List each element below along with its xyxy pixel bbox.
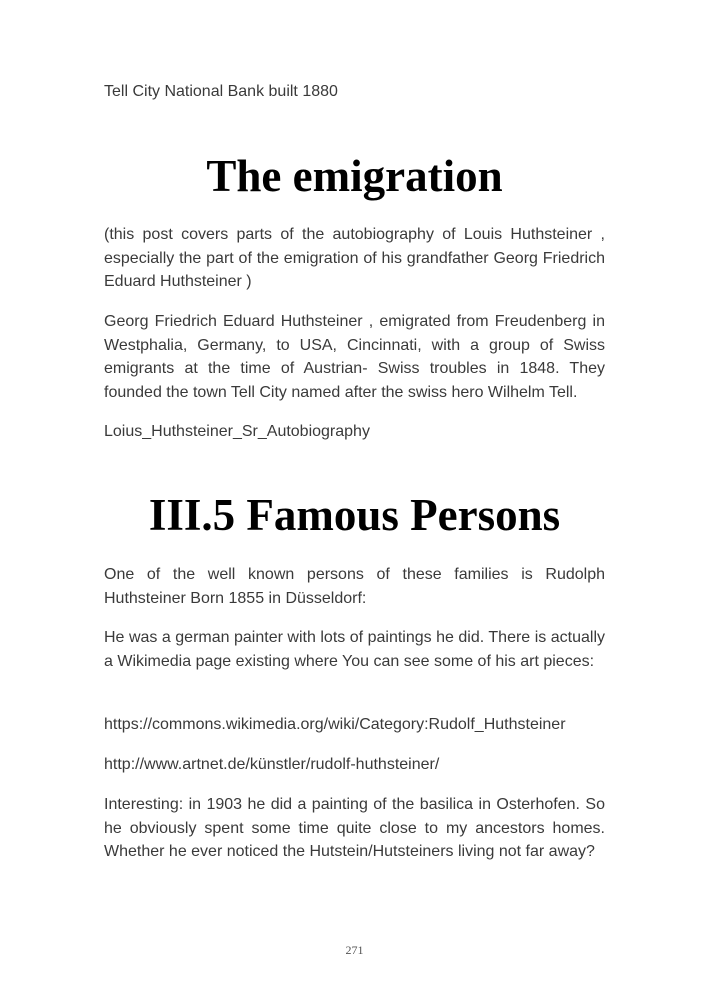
page-number: 271 [345, 943, 364, 957]
intro-paragraph: (this post covers parts of the autobiography of Louis Huthsteiner , especially the part of the emigration of his grandfather Georg Friedrich Eduard Huthsteiner ) [104, 226, 605, 290]
artnet-link[interactable]: http://www.artnet.de/künstler/rudolf-huthsteiner/ [104, 756, 440, 773]
section-heading-famous-persons: III.5 Famous Persons [148, 490, 561, 540]
wikimedia-link[interactable]: https://commons.wikimedia.org/wiki/Category:Rudolf_Huthsteiner [104, 716, 566, 733]
autobiography-link[interactable]: Loius_Huthsteiner_Sr_Autobiography [104, 423, 370, 440]
image-caption: Tell City National Bank built 1880 [104, 83, 338, 100]
famous-person-paragraph: One of the well known persons of these families is Rudolph Huthsteiner Born 1855 in Düsseldorf: [104, 566, 605, 607]
section-heading-emigration: The emigration [206, 151, 503, 201]
osterhofen-paragraph: Interesting: in 1903 he did a painting of the basilica in Osterhofen. So he obviously spent some time quite close to my ancestors homes. Whether he ever noticed the Hutstein/Hutsteiners living not far away? [104, 796, 605, 860]
painter-paragraph: He was a german painter with lots of paintings he did. There is actually a Wikimedia page existing where You can see some of his art pieces: [104, 629, 605, 670]
emigration-paragraph: Georg Friedrich Eduard Huthsteiner , emigrated from Freudenberg in Westphalia, Germany, to USA, Cincinnati, with a group of Swiss emigrants at the time of Austrian- Swiss troubles in 1848. They founded the town Tell City named after the swiss hero Wilhelm Tell. [104, 313, 605, 401]
